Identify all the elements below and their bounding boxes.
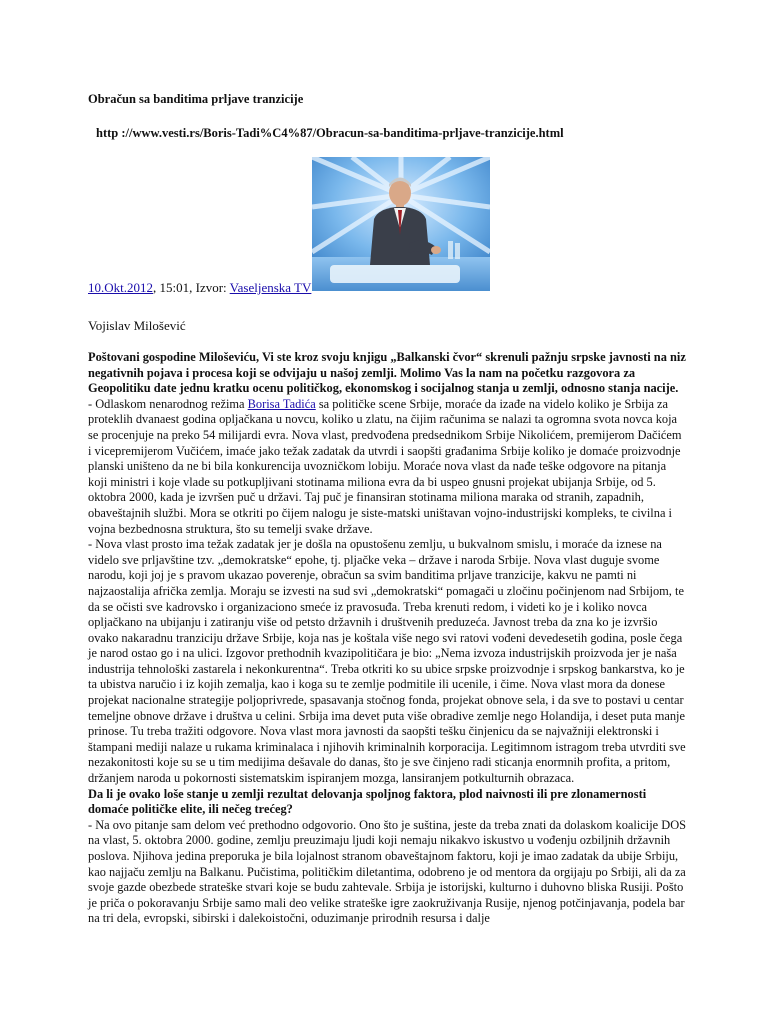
answer-1-text: sa političke scene Srbije, moraće da izađe na videlo koliko je Srbija za proteklih dvanaest godina opljačkana u novcu, koliko u zlatu, na čijim računima se nalazi ta ogromna svota novca koja se procenjuje na preko 54 milijardi evra. Nova vlast, predvođena predsednikom Srbije Nikolićem, premijerom Dačićem i vicepremijerom Vučićem, imaće jako težak zadatak da utvrdi i saopšti građanima Srbije koliko je domaće proizvodnje planski uništeno da ne bi bila konkurencija uvozničkom lobiju. Moraće nova vlast da nađe teške odgovore na pitanja koji ministri i koje vlade su potkupljivani stotinama miliona evra da bi uspeo gnusni projekat ubijanja Srbije, od 5. oktobra 2000, kada je izvršen puč u državi. Taj puč je finansiran stotinama miliona maraka od stranih, zapadnih, obaveštajnih službi. Mora se otkriti po čijem nalogu je siste-matski uništavan vojno-industrijski kompleks, te civilna i vojna bezbednosna struktura, što su temelji svake države. xyxy=(88,396,682,536)
source-link[interactable]: Vaseljenska TV xyxy=(229,280,312,295)
article-meta xyxy=(88,280,311,296)
answer-1 xyxy=(88,397,688,537)
answer-1-intro: - Odlaskom nenarodnog režima xyxy=(88,396,248,411)
time-and-source-label: , 15:01, Izvor: xyxy=(153,280,230,295)
question-1: Poštovani gospodine Miloševiću, Vi ste kroz svoju knjigu „Balkanski čvor“ skrenuli pažnju srpske javnosti na niz negativnih pojava i procesa koji se odvijaju u našoj zemlji. Molimo Vas la nam na početku razgovora za Geopolitiku date jednu kratku ocenu političkog, ekonomskog i socijalnog stanja u zemlji, odnosno stanja nacije. xyxy=(88,350,686,396)
source-url: http ://www.vesti.rs/Boris-Tadi%C4%87/Obracun-sa-banditima-prljave-tranzicije.html xyxy=(96,126,564,140)
author-name: Vojislav Milošević xyxy=(88,318,186,333)
date-link[interactable]: 10.Okt.2012 xyxy=(88,280,153,295)
article-photo xyxy=(312,157,490,291)
question-2: Da li je ovako loše stanje u zemlji rezultat delovanja spoljnog faktora, plod naivnosti ili pre zlonamernosti domaće političke elite, ili nečeg trećeg? xyxy=(88,786,647,817)
answer-2: - Nova vlast prosto ima težak zadatak jer je došla na opustošenu zemlju, u bukvalnom smislu, i moraće da iznese na videlo sve prljavštine tzv. „demokratske“ epohe, tj. pljačke veka – države i naroda Srbije. Nova vlast duguje svome narodu, koji joj je s pravom ukazao poverenje, obračun sa svim banditima prljave tranzicije, kakvu ne pamti ni najzaostalija afrička zemlja. Moraju se izvesti na sud svi „demokratski“ pomagači u zločinu počinjenom nad Srbijom, te da se očisti sve kadrovsko i organizaciono smeće iz pravosuđa. Treba krenuti redom, i videti ko je i koliko novca opljačkano na ubijanju i zatiranju više od petsto državnih i društvenih preduzeća. Javnost treba da zna ko je izvršio ovako nakaradnu tranziciju države Srbije, koja nas je koštala više nego svi ratovi vođeni devedesetih godina, posle čega je narod ostao go i na ulici. Izgovor prethodnih kvazipolitičara je bio: „Nema izvoza industrijskih proizvoda jer je naša industrija tehnološki zastarela i nekonkurentna“. Treba otkriti ko su ubice srpske proizvodnje i srpskog bankarstva, ko je ta ubistva naručio i iz kojih zemalja, kao i koga su te zemlje podmitile ili ucenile, i čime. Nova vlast mora da donese projekat nacionalne strategije poljoprivrede, spasavanja stočnog fonda, projekat obnove sela, i da sve to postavi u centar temeljne obnove države i društva u celini. Srbija ima devet puta više obradive zemlje nego Holandija, i deset puta manje prinose. Tu treba tražiti odgovore. Nova vlast mora javnosti da saopšti tešku činjenicu da se najvažniji elektronski i štampani mediji nalaze u rukama kriminalaca i njihovih kriminalnih korporacija. Legitimnom istragom treba utvrditi sve nezakonitosti koje su se u tim medijima dešavale do danas, što je sve činjeno radi sticanja enormnih profita, a pritom, držanjem naroda u pokornosti sistematskim ispiranjem mozga, lansiranjem potkulturnih obrazaca. xyxy=(88,537,686,786)
article-title: Obračun sa banditima prljave tranzicije xyxy=(88,92,304,106)
answer-3: - Na ovo pitanje sam delom već prethodno odgovorio. Ono što je suština, jeste da treba znati da dolaskom koalicije DOS na vlast, 5. oktobra 2000. godine, zemlju preuzimaju ljudi koji nemaju nikakvo iskustvo u vođenju ozbiljnih državnih poslova. Njihova jedina preporuka je bila lojalnost stranom obaveštajnom faktoru, koji je imao zadatak da ubije Srbiju, kao najjaču zemlju na Balkanu. Pučistima, političkim diletantima, odobreno je od mentora da orgijaju po Srbiji, ali da za svoje gazde obezbede strateške stvari koje se budu zahtevale. Srbija je istorijski, kulturno i duhovno bliska Rusiji. Pošto je priča o pokoravanju Srbije samo mali deo velike strateške igre zaokruživanja Rusije, njenog potčinjavanja, podela bar na tri dela, evropski, sibirski i dalekoistočni, oduzimanje prirodnih resursa i dalje xyxy=(88,817,687,926)
article-body xyxy=(88,350,688,927)
boris-tadic-link[interactable]: Borisa Tadića xyxy=(247,396,316,411)
tv-studio-image xyxy=(312,157,490,291)
